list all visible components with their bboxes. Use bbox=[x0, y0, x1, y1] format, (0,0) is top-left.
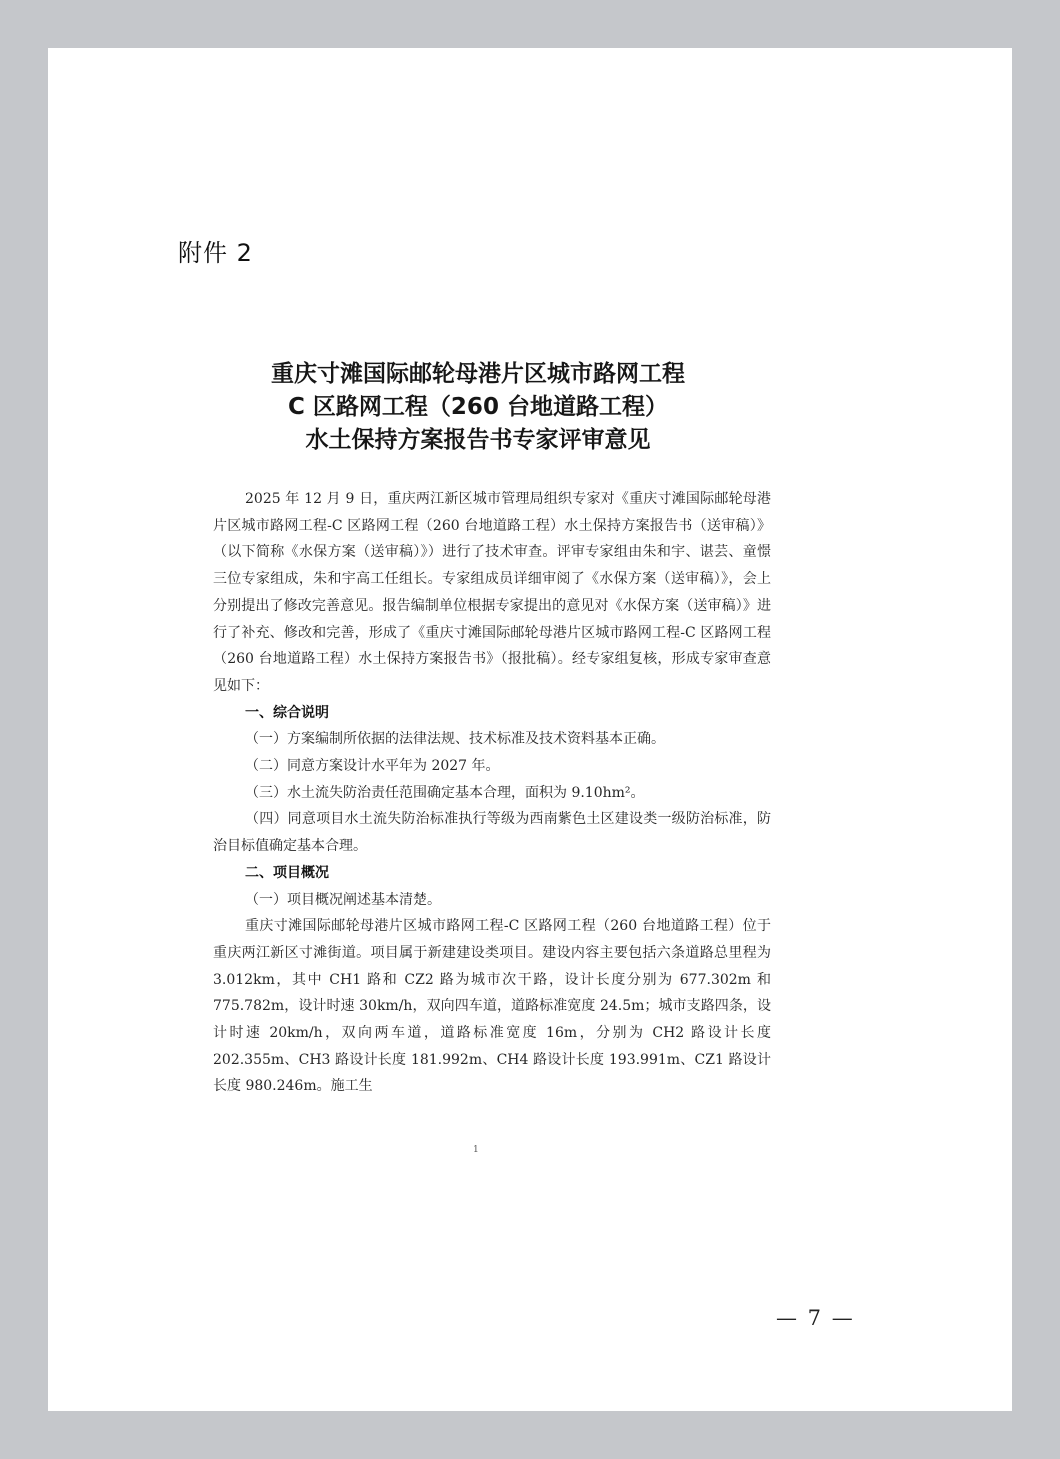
section-item: （一）方案编制所依据的法律法规、技术标准及技术资料基本正确。 bbox=[245, 731, 665, 748]
document-page bbox=[48, 48, 1012, 1411]
title-line: 重庆寸滩国际邮轮母港片区城市路网工程 bbox=[271, 361, 685, 387]
document-title bbox=[178, 358, 778, 457]
section-item: （四）同意项目水土流失防治标准执行等级为西南紫色土区建设类一级防治标准，防治目标值确定基本合理。 bbox=[213, 811, 771, 855]
section-item: 重庆寸滩国际邮轮母港片区城市路网工程-C 区路网工程（260 台地道路工程）位于重庆两江新区寸滩街道。项目属于新建建设类项目。建设内容主要包括六条道路总里程为 3.012km，其中 CH1 路和 CZ2 路为城市次干路，设计长度分别为 677.302m 和 775.782m，设计时速 30km/h，双向四车道，道路标准宽度 24.5m；城市支路四条，设计时速 20km/h，双向两车道，道路标准宽度 16m，分别为 CH2 路设计长度 202.355m、CH3 路设计长度 181.992m、CH4 路设计长度 193.991m、CZ1 路设计长度 980.246m。施工生 bbox=[213, 918, 771, 1095]
inner-page-number: 1 bbox=[473, 1145, 479, 1155]
section-heading: 一、综合说明 bbox=[245, 704, 329, 721]
attachment-label: 附件 2 bbox=[178, 239, 253, 267]
section-heading: 二、项目概况 bbox=[245, 864, 329, 881]
title-line: 水土保持方案报告书专家评审意见 bbox=[305, 427, 651, 453]
section-item: （二）同意方案设计水平年为 2027 年。 bbox=[245, 758, 500, 775]
page-number: — 7 — bbox=[776, 1306, 855, 1330]
title-line: C 区路网工程（260 台地道路工程） bbox=[288, 394, 668, 420]
document-body bbox=[213, 486, 771, 1100]
section-item: （一）项目概况阐述基本清楚。 bbox=[245, 891, 441, 908]
section-item: （三）水土流失防治责任范围确定基本合理，面积为 9.10hm²。 bbox=[245, 784, 645, 801]
intro-paragraph: 2025 年 12 月 9 日，重庆两江新区城市管理局组织专家对《重庆寸滩国际邮轮母港片区城市路网工程-C 区路网工程（260 台地道路工程）水土保持方案报告书（送审稿）》（以下简称《水保方案（送审稿）》）进行了技术审查。评审专家组由朱和宇、谌芸、童憬三位专家组成，朱和宇高工任组长。专家组成员详细审阅了《水保方案（送审稿）》，会上分别提出了修改完善意见。报告编制单位根据专家提出的意见对《水保方案（送审稿）》进行了补充、修改和完善，形成了《重庆寸滩国际邮轮母港片区城市路网工程-C 区路网工程（260 台地道路工程）水土保持方案报告书》（报批稿）。经专家组复核，形成专家审查意见如下： bbox=[213, 491, 771, 694]
